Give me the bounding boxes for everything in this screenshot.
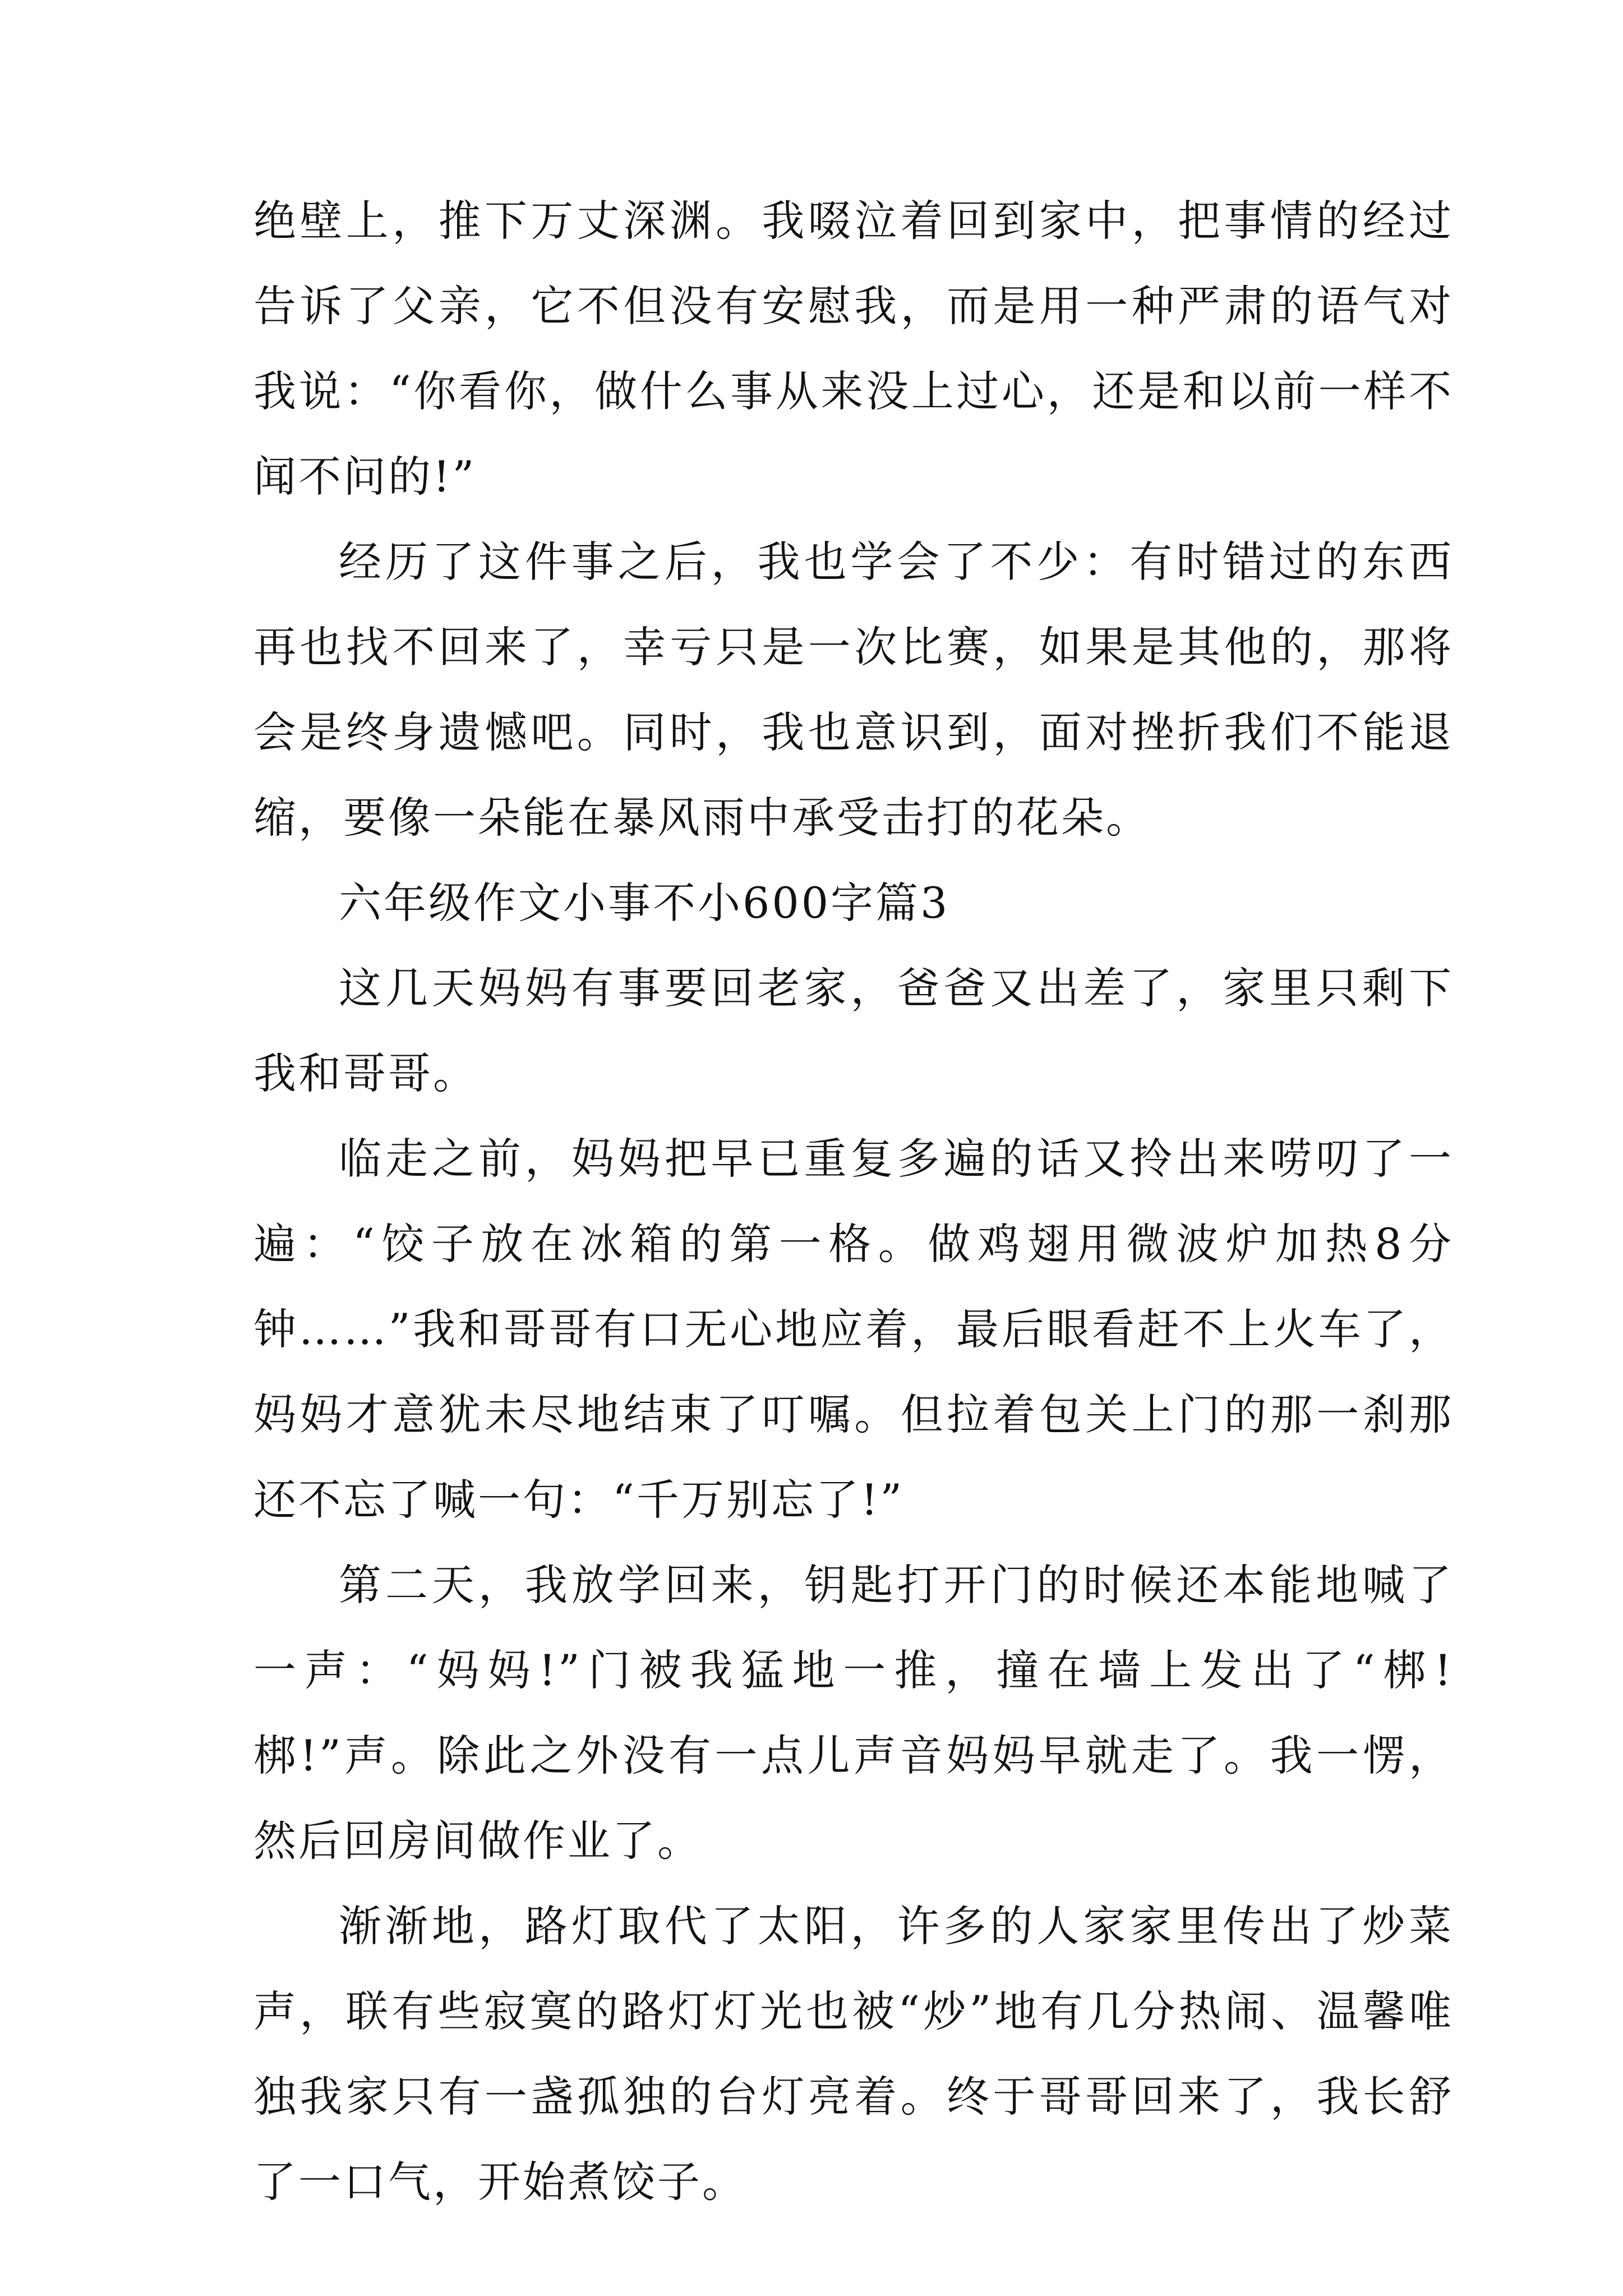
paragraph-next-day: 第二天，我放学回来，钥匙打开门的时候还本能地喊了一声：“妈妈!”门被我猛地一推，撞在墙上发出了“梆!梆!”声。除此之外没有一点儿声音妈妈早就走了。我一愣，然后回房间做作业了。 (253, 1560, 1454, 1866)
section-heading: 六年级作文小事不小600字篇3 (339, 878, 950, 928)
paragraph-opening: 这几天妈妈有事要回老家，爸爸又出差了，家里只剩下我和哥哥。 (253, 963, 1454, 1098)
paragraph-evening: 渐渐地，路灯取代了太阳，许多的人家家里传出了炒菜声，联有些寂寞的路灯灯光也被“炒”地有几分热闹、温馨唯独我家只有一盏孤独的台灯亮着。终于哥哥回来了，我长舒了一口气，开始煮饺子。 (253, 1901, 1454, 2207)
paragraph-reflection: 经历了这件事之后，我也学会了不少：有时错过的东西再也找不回来了，幸亏只是一次比赛，如果是其他的，那将会是终身遗憾吧。同时，我也意识到，面对挫折我们不能退缩，要像一朵能在暴风雨中承受击打的花朵。 (253, 537, 1454, 843)
essay-body (253, 178, 1454, 2225)
paragraph-continued: 绝壁上，推下万丈深渊。我啜泣着回到家中，把事情的经过告诉了父亲，它不但没有安慰我，而是用一种严肃的语气对我说：“你看你，做什么事从来没上过心，还是和以前一样不闻不问的!” (253, 196, 1454, 501)
paragraph-mother-leaving: 临走之前，妈妈把早已重复多遍的话又拎出来唠叨了一遍：“饺子放在冰箱的第一格。做鸡翅用微波炉加热8分钟……”我和哥哥有口无心地应着，最后眼看赶不上火车了，妈妈才意犹未尽地结束了叮嘱。但拉着包关上门的那一刹那还不忘了喊一句：“千万别忘了!” (253, 1134, 1454, 1525)
